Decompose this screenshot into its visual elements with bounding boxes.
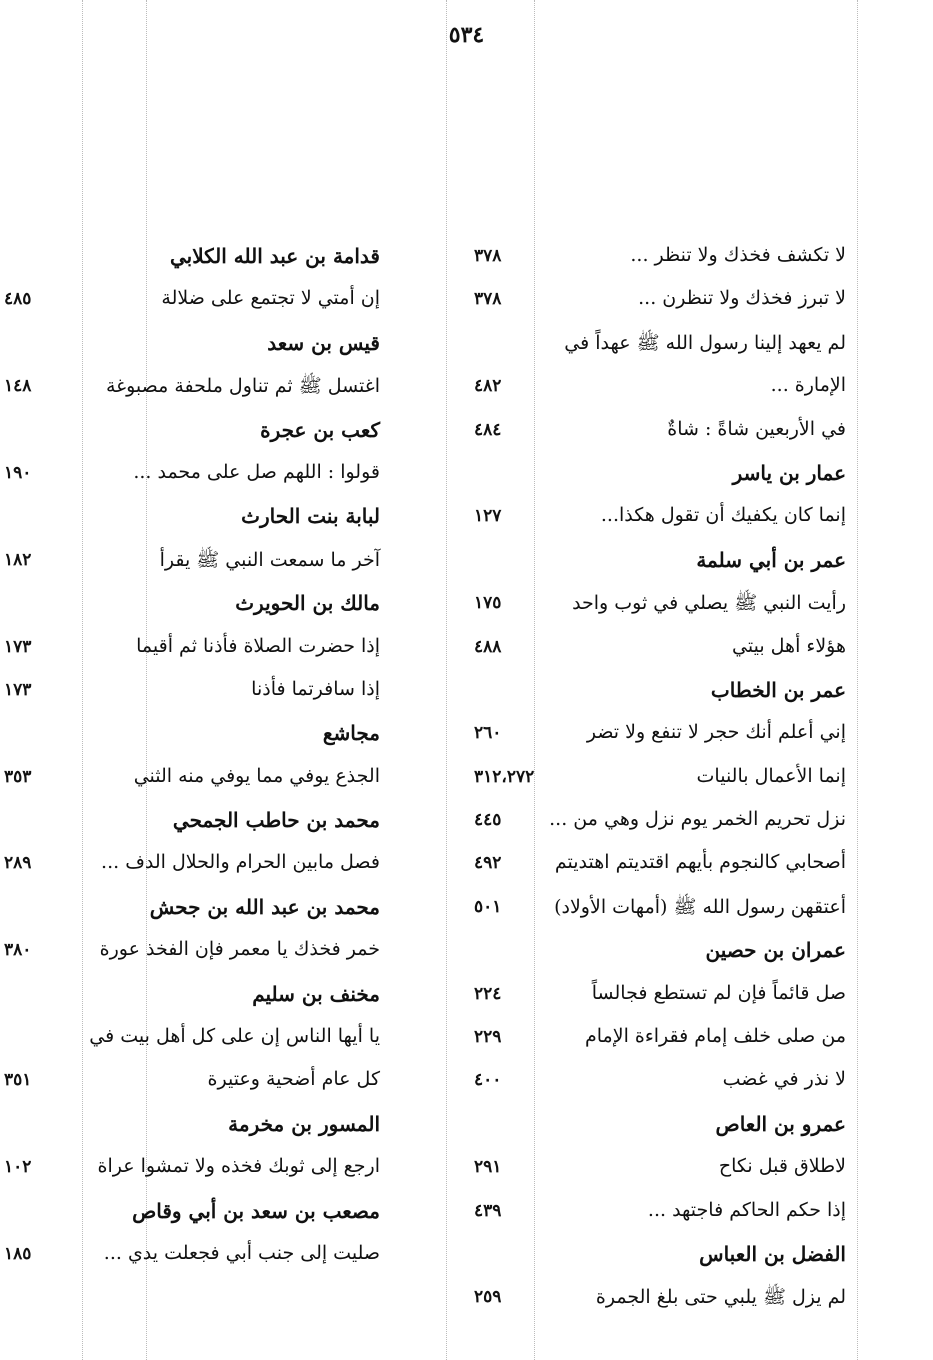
narrator-header	[0, 238, 380, 281]
hadith-text: أصحابي كالنجوم بأيهم اقتديتم اهتديتم	[554, 851, 846, 874]
hadith-text: لا تبرز فخذك ولا تنظرن ...	[638, 287, 846, 310]
page-reference: ٣٧٨	[474, 246, 502, 266]
page-reference: ٤٨٢	[474, 376, 502, 397]
page-reference: ٣٥١	[4, 1070, 32, 1091]
hadith-text: في الأربعين شاةً : شاةٌ	[667, 417, 846, 440]
index-entry	[466, 281, 846, 324]
page-reference: ٤٨٨	[474, 636, 502, 657]
hadith-text: يا أيها الناس إن على كل أهل بيت في	[89, 1025, 380, 1048]
narrator-header	[466, 672, 846, 715]
page-reference: ٢٥٩	[474, 1287, 502, 1308]
page-number: ٥٣٤	[448, 22, 485, 48]
index-entry	[0, 455, 380, 498]
narrator-name: عمر بن أبي سلمة	[696, 547, 846, 572]
hadith-text: لا تكشف فخذك ولا تنظر ...	[630, 244, 846, 266]
page-reference: ١٧٣	[4, 679, 32, 700]
index-entry	[466, 759, 846, 802]
narrator-name: عمران بن حصين	[705, 938, 846, 963]
page-reference: ٣٧٨	[474, 289, 502, 310]
index-entry	[466, 845, 846, 888]
page-reference: ٢٦٠	[474, 723, 502, 744]
index-entry	[466, 976, 846, 1019]
page-reference: ٤٨٤	[474, 419, 502, 440]
narrator-header	[466, 932, 846, 975]
page-reference: ٣١٢،٢٧٢	[474, 766, 535, 787]
page-reference: ٢٨٩	[4, 853, 32, 874]
narrator-name: قيس بن سعد	[267, 330, 380, 355]
page-reference: ١٨٢	[4, 549, 32, 570]
narrator-name: مصعب بن سعد بن أبي وقاص	[132, 1198, 380, 1223]
index-entry	[0, 629, 380, 672]
hadith-text: قولوا : اللهم صل على محمد ...	[133, 460, 380, 483]
hadith-text: صليت إلى جنب أبي فجعلت يدي ...	[103, 1241, 380, 1264]
index-entry	[466, 325, 846, 368]
page-reference: ٣٥٣	[4, 766, 32, 787]
hadith-text: لم يعهد إلينا رسول الله ﷺ عهداً في	[564, 331, 846, 354]
hadith-text: خمر فخذك يا معمر فإن الفخذ عورة	[99, 938, 380, 961]
narrator-header	[0, 498, 380, 541]
narrator-name: كعب بن عجرة	[260, 417, 380, 442]
left-column	[0, 238, 380, 1279]
hadith-text: إذا سافرتما فأذنا	[251, 677, 380, 700]
narrator-header	[0, 412, 380, 455]
narrator-name: مجاشع	[322, 721, 380, 746]
narrator-header	[0, 585, 380, 628]
page-reference: ١٧٣	[4, 636, 32, 657]
page-reference: ٣٨٠	[4, 940, 32, 961]
hadith-text: لا نذر في غضب	[722, 1068, 846, 1091]
hadith-text: رأيت النبي ﷺ يصلي في ثوب واحد	[572, 592, 846, 615]
narrator-header	[0, 1193, 380, 1236]
hadith-text: لم يزل ﷺ يلبي حتى بلغ الجمرة	[595, 1286, 846, 1309]
narrator-name: قدامة بن عبد الله الكلابي	[169, 244, 380, 268]
narrator-header	[466, 1106, 846, 1149]
narrator-header	[466, 542, 846, 585]
hadith-text: الإمارة ...	[770, 374, 846, 397]
hadith-text: نزل تحريم الخمر يوم نزل وهي من ...	[549, 808, 846, 831]
hadith-text: من صلى خلف إمام فقراءة الإمام	[585, 1025, 846, 1048]
index-entry	[466, 238, 846, 281]
page-reference: ١٨٥	[4, 1243, 32, 1264]
narrator-name: المسور بن مخرمة	[228, 1111, 380, 1136]
index-entry	[466, 498, 846, 541]
index-entry	[0, 845, 380, 888]
page-reference: ٢٩١	[474, 1157, 502, 1178]
index-entry	[0, 542, 380, 585]
index-entry	[466, 715, 846, 758]
narrator-header	[0, 715, 380, 758]
hadith-text: إن أمتي لا تجتمع على ضلالة	[161, 287, 380, 310]
hadith-text: اغتسل ﷺ ثم تناول ملحفة مصبوغة	[105, 375, 380, 398]
index-entry	[0, 759, 380, 802]
index-entry	[0, 672, 380, 715]
hadith-text: إذا حضرت الصلاة فأذنا ثم أقيما	[136, 634, 380, 657]
page-reference: ٤٤٥	[474, 810, 502, 831]
narrator-header	[0, 1106, 380, 1149]
narrator-name: عمرو بن العاص	[715, 1111, 846, 1136]
hadith-text: كل عام أضحية وعتيرة	[207, 1068, 380, 1091]
narrator-header	[0, 889, 380, 932]
index-entry	[0, 932, 380, 975]
narrator-name: لبابة بنت الحارث	[241, 504, 380, 529]
index-entry	[466, 1149, 846, 1192]
narrator-header	[0, 802, 380, 845]
narrator-header	[0, 325, 380, 368]
index-entry	[0, 1236, 380, 1279]
page-reference: ٢٢٩	[474, 1027, 502, 1048]
index-entry	[466, 368, 846, 411]
narrator-name: محمد بن حاطب الجمحي	[172, 808, 380, 833]
hadith-text: إنما كان يكفيك أن تقول هكذا...	[600, 504, 846, 527]
index-entry	[466, 412, 846, 455]
index-entry	[466, 1193, 846, 1236]
page-reference: ١٩٠	[4, 462, 32, 483]
index-entry	[0, 368, 380, 411]
page-reference: ٥٠١	[474, 896, 502, 917]
page-reference: ١٧٥	[474, 593, 502, 614]
index-entry	[466, 1019, 846, 1062]
narrator-header	[466, 1236, 846, 1279]
index-entry	[0, 1019, 380, 1062]
narrator-name: مالك بن الحويرث	[235, 591, 380, 616]
hadith-text: إذا حكم الحاكم فاجتهد ...	[647, 1198, 846, 1221]
hadith-text: ارجع إلى ثوبك فخذه ولا تمشوا عراة	[97, 1155, 380, 1178]
narrator-name: محمد بن عبد الله بن جحش	[149, 894, 380, 919]
narrator-name: مخنف بن سليم	[252, 981, 380, 1006]
hadith-text: إنما الأعمال بالنيات	[696, 764, 846, 787]
hadith-text: أعتقهن رسول الله ﷺ (أمهات الأولاد)	[554, 895, 846, 918]
scan-line	[857, 0, 858, 1360]
hadith-text: إني أعلم أنك حجر لا تنفع ولا تضر	[586, 721, 846, 744]
hadith-text: لاطلاق قبل نكاح	[718, 1155, 846, 1178]
index-entry	[466, 1279, 846, 1322]
index-entry	[0, 1149, 380, 1192]
narrator-header	[466, 455, 846, 498]
hadith-text: فصل مابين الحرام والحلال الدف ...	[101, 851, 380, 874]
index-entry	[0, 281, 380, 324]
page-reference: ٤٩٢	[474, 853, 502, 874]
hadith-text: صل قائماً فإن لم تستطع فجالساً	[591, 981, 846, 1004]
scan-line	[446, 0, 447, 1360]
hadith-text: هؤلاء أهل بيتي	[732, 634, 846, 657]
hadith-text: آخر ما سمعت النبي ﷺ يقرأ	[159, 548, 380, 571]
index-entry	[466, 585, 846, 628]
page-reference: ٤٣٩	[474, 1200, 502, 1221]
index-entry	[0, 1062, 380, 1105]
page-reference: ١٢٧	[474, 506, 502, 527]
page-reference: ١٤٨	[4, 376, 32, 397]
page-reference: ١٠٢	[4, 1157, 32, 1178]
narrator-name: عمر بن الخطاب	[710, 677, 846, 702]
hadith-text: الجذع يوفي مما يوفي منه الثني	[133, 764, 380, 787]
right-column	[466, 238, 846, 1323]
index-entry	[466, 629, 846, 672]
index-entry	[466, 889, 846, 932]
index-entry	[466, 802, 846, 845]
narrator-header	[0, 976, 380, 1019]
page-reference: ٤٠٠	[474, 1070, 502, 1091]
page-reference: ٢٢٤	[474, 983, 502, 1004]
narrator-name: عمار بن ياسر	[732, 460, 846, 485]
index-entry	[466, 1062, 846, 1105]
page-reference: ٤٨٥	[4, 289, 32, 310]
narrator-name: الفضل بن العباس	[699, 1241, 846, 1266]
